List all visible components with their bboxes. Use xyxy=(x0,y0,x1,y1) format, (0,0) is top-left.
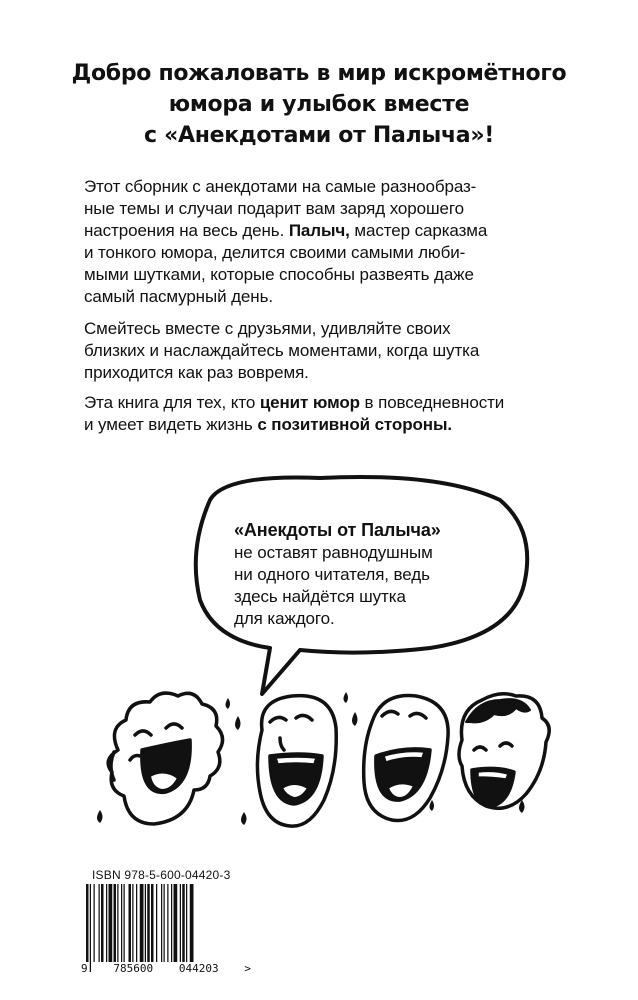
laughing-face-icon xyxy=(257,696,336,827)
text-line: Смейтесь вместе с друзьями, удивляйте своих xyxy=(84,319,451,338)
barcode-bar xyxy=(86,884,89,972)
barcode-bar xyxy=(174,884,178,962)
barcode-bar xyxy=(90,884,91,972)
text-line: и тонкого юмора, делится своими самыми люби- xyxy=(84,243,466,262)
description-paragraph-2 xyxy=(84,318,574,384)
barcode-bar xyxy=(99,884,100,962)
barcode-bar xyxy=(147,884,150,962)
barcode-bar xyxy=(190,884,194,972)
barcode-bar xyxy=(101,884,104,962)
barcode-digits xyxy=(80,962,252,975)
text-line: здесь найдётся шутка xyxy=(234,587,406,606)
description-paragraph-1 xyxy=(84,176,574,308)
text-line: ные темы и случаи подарит вам заряд хорошего xyxy=(84,199,464,218)
barcode-bar xyxy=(156,884,157,962)
barcode-bar xyxy=(164,884,165,962)
text-line: ни одного читателя, ведь xyxy=(234,565,430,584)
description-paragraph-3 xyxy=(84,392,574,436)
barcode-bar xyxy=(121,884,122,962)
barcode-bar xyxy=(186,884,187,962)
text-line: Этот сборник с анекдотами на самые разнообраз- xyxy=(84,177,477,196)
barcode-digit-first: 9 xyxy=(81,962,88,975)
text-line xyxy=(84,220,574,242)
text-line xyxy=(84,392,574,414)
book-title: «Анекдоты от Палыча» xyxy=(234,520,441,540)
barcode-bar xyxy=(124,884,125,962)
barcode-bar xyxy=(151,884,154,962)
barcode-bar xyxy=(167,884,168,962)
barcode-bar xyxy=(109,884,113,962)
laughing-face-icon xyxy=(459,694,549,809)
barcode-bar xyxy=(106,884,107,962)
barcode-bar xyxy=(140,884,144,972)
laughing-face-icon xyxy=(108,693,222,824)
barcode-bar xyxy=(114,884,117,962)
barcode-bar xyxy=(136,884,137,962)
cover-headline xyxy=(40,58,598,151)
barcode-digit-last: > xyxy=(244,962,251,975)
text-line xyxy=(84,414,574,436)
text-line: для каждого. xyxy=(234,609,335,628)
headline-line: с «Анекдотами от Палыча»! xyxy=(143,123,494,148)
text-line: мыми шутками, которые способны развеять даже xyxy=(84,265,474,284)
headline-line: юмора и улыбок вместе xyxy=(168,92,470,117)
barcode-bar xyxy=(182,884,185,962)
headline-line: Добро пожаловать в мир искромётного xyxy=(71,61,567,86)
text-line: близких и наслаждайтесь моментами, когда шутка xyxy=(84,341,480,360)
text-line: самый пасмурный день. xyxy=(84,287,273,306)
speech-bubble-text xyxy=(234,519,494,630)
text-fragment: мастер сарказма xyxy=(349,221,488,240)
barcode-bar xyxy=(161,884,162,962)
text-line xyxy=(234,519,494,542)
barcode-bar xyxy=(145,884,146,972)
barcode-digits-right: 044203 xyxy=(178,962,219,975)
isbn-label: ISBN 978-5-600-04420-3 xyxy=(92,868,231,882)
author-name: Палыч, xyxy=(288,221,350,240)
text-line: не оставят равнодушным xyxy=(234,543,433,562)
text-fragment: Эта книга для тех, кто xyxy=(84,393,260,412)
barcode-bar xyxy=(94,884,95,962)
barcode-bar xyxy=(180,884,181,962)
text-fragment: настроения на весь день. xyxy=(84,221,289,240)
barcode-digits-left: 785600 xyxy=(113,962,154,975)
text-fragment: в повседневности xyxy=(359,393,505,412)
barcode-bar xyxy=(171,884,172,962)
emphasis-text: ценит юмор xyxy=(259,393,360,412)
barcode-bar xyxy=(132,884,133,962)
emphasis-text: с позитивной стороны. xyxy=(257,415,452,434)
text-line: приходится как раз вовремя. xyxy=(84,363,309,382)
text-fragment: и умеет видеть жизнь xyxy=(84,415,258,434)
barcode-bar xyxy=(129,884,132,962)
laughing-face-icon xyxy=(364,696,448,821)
barcode-bar xyxy=(117,884,118,962)
